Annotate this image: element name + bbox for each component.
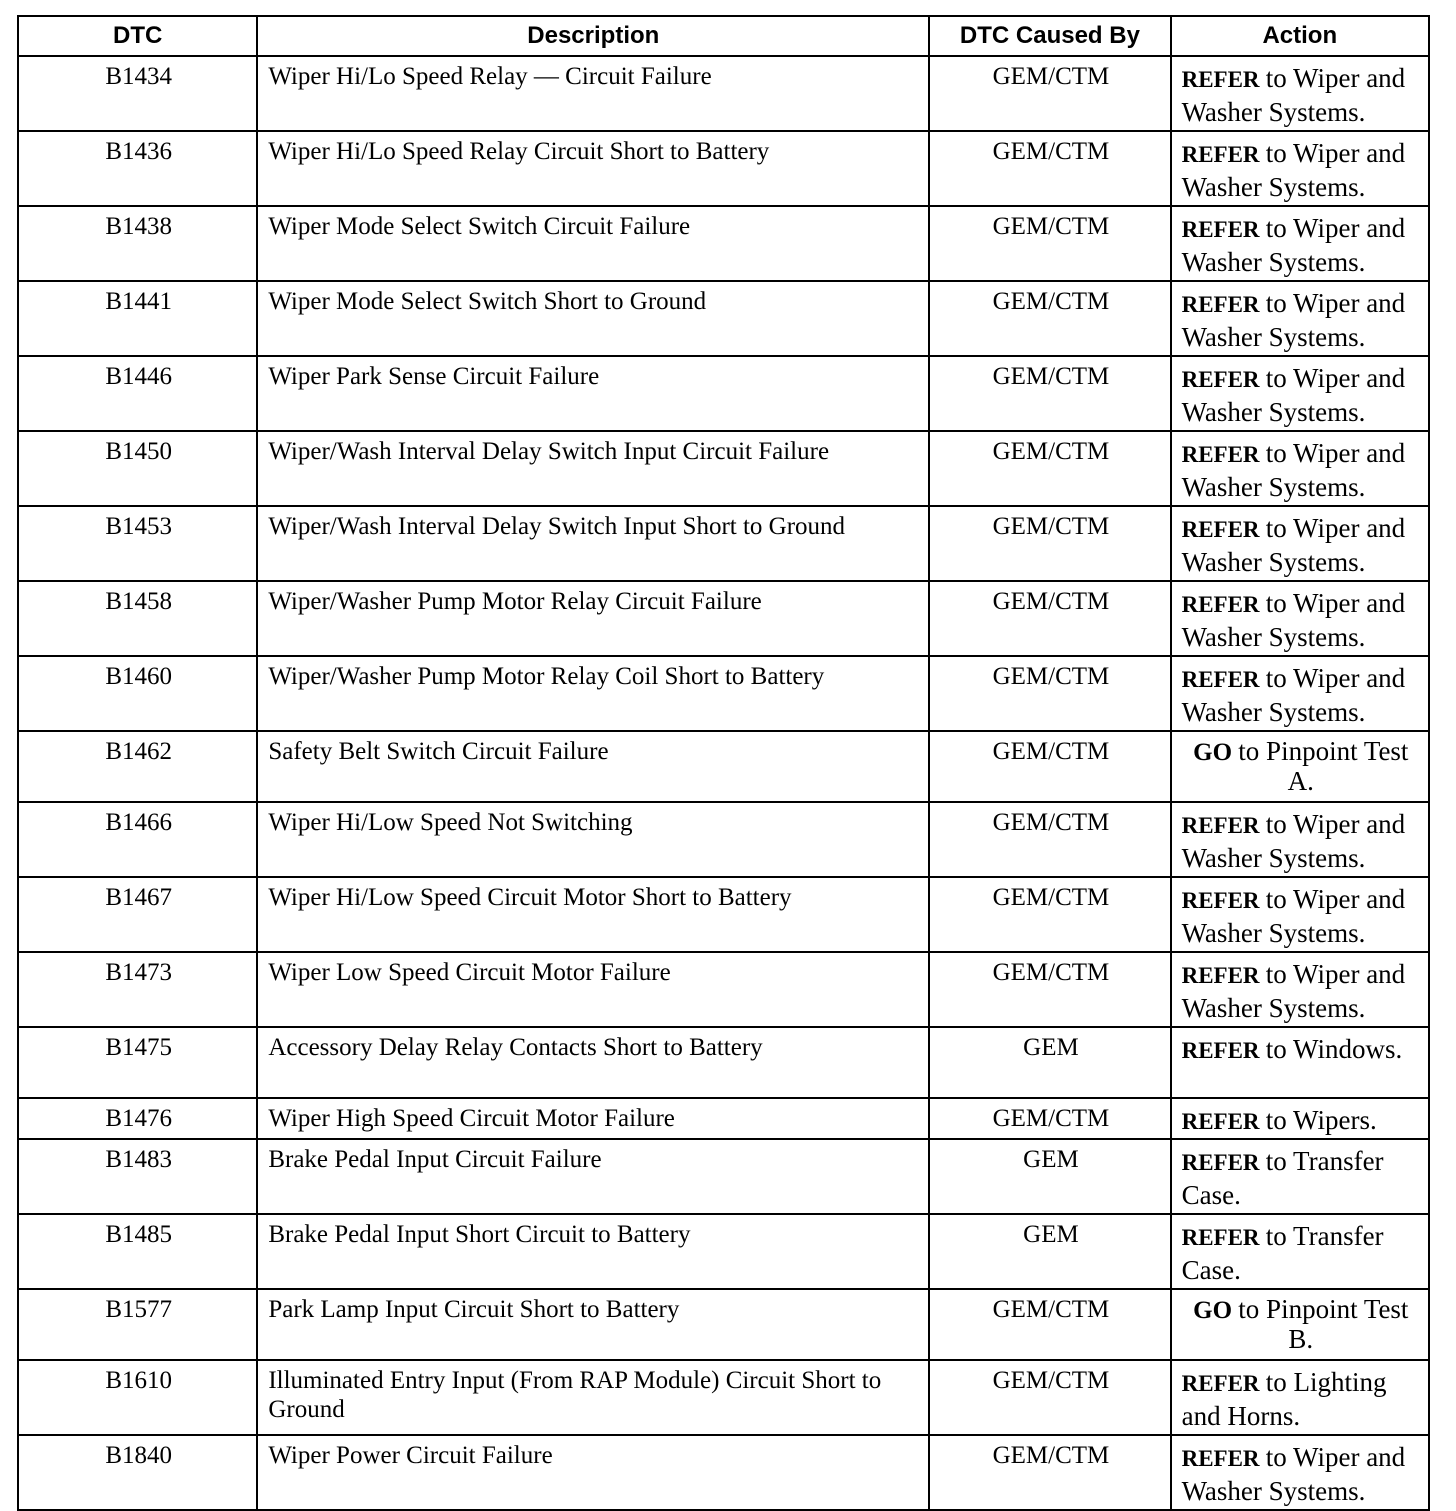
action-target: to Wiper and Washer Systems. [1181, 809, 1406, 873]
action-target: to Transfer Case. [1181, 1146, 1384, 1210]
action-target: to Wiper and Washer Systems. [1181, 138, 1406, 202]
dtc-description: Wiper/Wash Interval Delay Switch Input Circuit Failure [257, 431, 929, 506]
dtc-code: B1458 [18, 581, 257, 656]
dtc-description: Brake Pedal Input Short Circuit to Battery [257, 1214, 929, 1289]
dtc-action [1171, 1360, 1429, 1435]
dtc-description: Wiper/Wash Interval Delay Switch Input Short to Ground [257, 506, 929, 581]
dtc-caused-by: GEM/CTM [929, 281, 1170, 356]
dtc-description: Wiper Hi/Low Speed Not Switching [257, 802, 929, 877]
action-target: to Wiper and Washer Systems. [1181, 363, 1406, 427]
action-text [1182, 437, 1420, 505]
action-text [1182, 883, 1420, 951]
action-text [1182, 1441, 1420, 1509]
dtc-action [1171, 952, 1429, 1027]
action-keyword: REFER [1181, 1109, 1260, 1134]
dtc-description: Wiper Power Circuit Failure [257, 1435, 929, 1510]
table-row [18, 206, 1429, 281]
action-text [1182, 362, 1420, 430]
action-target: to Transfer Case. [1181, 1221, 1384, 1285]
dtc-action [1171, 1139, 1429, 1214]
action-keyword: GO [1193, 1297, 1233, 1324]
action-keyword: REFER [1181, 1446, 1260, 1471]
action-keyword: REFER [1181, 592, 1260, 617]
action-keyword: REFER [1181, 217, 1260, 242]
dtc-code: B1467 [18, 877, 257, 952]
dtc-action [1171, 656, 1429, 731]
header-caused-by: DTC Caused By [929, 16, 1170, 56]
dtc-description: Wiper Low Speed Circuit Motor Failure [257, 952, 929, 1027]
action-keyword: REFER [1181, 1371, 1260, 1396]
dtc-code: B1840 [18, 1435, 257, 1510]
dtc-action [1171, 206, 1429, 281]
action-text [1182, 137, 1420, 205]
action-text [1182, 512, 1420, 580]
action-keyword: REFER [1181, 667, 1260, 692]
header-action: Action [1171, 16, 1429, 56]
header-description: Description [257, 16, 929, 56]
dtc-caused-by: GEM/CTM [929, 431, 1170, 506]
action-text [1182, 662, 1420, 730]
action-target: to Windows. [1265, 1034, 1403, 1064]
dtc-action [1171, 802, 1429, 877]
table-row [18, 356, 1429, 431]
action-target: to Wiper and Washer Systems. [1181, 213, 1406, 277]
dtc-caused-by: GEM/CTM [929, 1360, 1170, 1435]
action-target: to Wiper and Washer Systems. [1181, 959, 1406, 1023]
action-keyword: REFER [1181, 1225, 1260, 1250]
action-text [1182, 1033, 1420, 1067]
dtc-action [1171, 1098, 1429, 1139]
table-row [18, 1435, 1429, 1510]
action-target: to Wiper and Washer Systems. [1181, 663, 1406, 727]
action-keyword: REFER [1181, 888, 1260, 913]
dtc-action [1171, 356, 1429, 431]
dtc-code: B1450 [18, 431, 257, 506]
table-row [18, 1289, 1429, 1360]
dtc-action [1171, 1289, 1429, 1360]
dtc-description: Wiper/Washer Pump Motor Relay Coil Short to Battery [257, 656, 929, 731]
action-target: to Wiper and Washer Systems. [1181, 884, 1406, 948]
action-text [1182, 1145, 1420, 1213]
action-text [1182, 62, 1420, 130]
action-keyword: REFER [1181, 1150, 1260, 1175]
table-body [18, 56, 1429, 1510]
table-header [18, 16, 1429, 56]
action-keyword: REFER [1181, 292, 1260, 317]
action-text [1182, 1295, 1420, 1355]
dtc-code: B1434 [18, 56, 257, 131]
action-target: to Wiper and Washer Systems. [1181, 288, 1406, 352]
dtc-code: B1446 [18, 356, 257, 431]
header-dtc: DTC [18, 16, 257, 56]
dtc-action [1171, 731, 1429, 802]
action-keyword: REFER [1181, 517, 1260, 542]
dtc-action [1171, 506, 1429, 581]
table-row [18, 131, 1429, 206]
dtc-caused-by: GEM [929, 1139, 1170, 1214]
table-row [18, 281, 1429, 356]
table-row [18, 56, 1429, 131]
action-keyword: REFER [1181, 813, 1260, 838]
dtc-description: Wiper Mode Select Switch Circuit Failure [257, 206, 929, 281]
dtc-caused-by: GEM/CTM [929, 506, 1170, 581]
dtc-description: Wiper Hi/Low Speed Circuit Motor Short to Battery [257, 877, 929, 952]
header-row [18, 16, 1429, 56]
dtc-action [1171, 1214, 1429, 1289]
dtc-code: B1436 [18, 131, 257, 206]
dtc-caused-by: GEM/CTM [929, 952, 1170, 1027]
action-text [1182, 1104, 1420, 1138]
dtc-caused-by: GEM/CTM [929, 581, 1170, 656]
action-text [1182, 212, 1420, 280]
table-row [18, 802, 1429, 877]
table-row [18, 731, 1429, 802]
dtc-code: B1473 [18, 952, 257, 1027]
action-target: to Pinpoint Test B. [1238, 1294, 1409, 1354]
dtc-caused-by: GEM/CTM [929, 131, 1170, 206]
dtc-caused-by: GEM/CTM [929, 877, 1170, 952]
dtc-code: B1610 [18, 1360, 257, 1435]
action-text [1182, 737, 1420, 797]
dtc-caused-by: GEM/CTM [929, 1098, 1170, 1139]
dtc-caused-by: GEM/CTM [929, 56, 1170, 131]
dtc-action [1171, 281, 1429, 356]
action-text [1182, 808, 1420, 876]
dtc-action [1171, 877, 1429, 952]
action-keyword: GO [1193, 739, 1233, 766]
dtc-description: Wiper High Speed Circuit Motor Failure [257, 1098, 929, 1139]
dtc-code: B1462 [18, 731, 257, 802]
dtc-description: Brake Pedal Input Circuit Failure [257, 1139, 929, 1214]
dtc-description: Wiper Hi/Lo Speed Relay Circuit Short to Battery [257, 131, 929, 206]
action-text [1182, 287, 1420, 355]
action-target: to Wiper and Washer Systems. [1181, 1442, 1406, 1506]
action-target: to Pinpoint Test A. [1238, 736, 1409, 796]
dtc-code: B1466 [18, 802, 257, 877]
dtc-code: B1577 [18, 1289, 257, 1360]
dtc-caused-by: GEM [929, 1027, 1170, 1098]
dtc-description: Illuminated Entry Input (From RAP Module) Circuit Short to Ground [257, 1360, 929, 1435]
dtc-description: Wiper Hi/Lo Speed Relay — Circuit Failure [257, 56, 929, 131]
table-row [18, 877, 1429, 952]
action-keyword: REFER [1181, 1038, 1260, 1063]
action-target: to Wiper and Washer Systems. [1181, 63, 1406, 127]
dtc-caused-by: GEM/CTM [929, 802, 1170, 877]
dtc-caused-by: GEM/CTM [929, 356, 1170, 431]
dtc-description: Accessory Delay Relay Contacts Short to Battery [257, 1027, 929, 1098]
dtc-action [1171, 431, 1429, 506]
dtc-description: Wiper Mode Select Switch Short to Ground [257, 281, 929, 356]
action-text [1182, 587, 1420, 655]
dtc-caused-by: GEM [929, 1214, 1170, 1289]
table-row [18, 656, 1429, 731]
action-keyword: REFER [1181, 367, 1260, 392]
dtc-caused-by: GEM/CTM [929, 731, 1170, 802]
dtc-caused-by: GEM/CTM [929, 1435, 1170, 1510]
action-target: to Lighting and Horns. [1181, 1367, 1387, 1431]
dtc-caused-by: GEM/CTM [929, 206, 1170, 281]
action-target: to Wiper and Washer Systems. [1181, 438, 1406, 502]
table-row [18, 952, 1429, 1027]
action-text [1182, 958, 1420, 1026]
table-row [18, 1139, 1429, 1214]
dtc-action [1171, 131, 1429, 206]
action-keyword: REFER [1181, 442, 1260, 467]
dtc-description: Wiper Park Sense Circuit Failure [257, 356, 929, 431]
dtc-code: B1438 [18, 206, 257, 281]
dtc-description: Wiper/Washer Pump Motor Relay Circuit Failure [257, 581, 929, 656]
dtc-caused-by: GEM/CTM [929, 656, 1170, 731]
action-keyword: REFER [1181, 963, 1260, 988]
action-target: to Wipers. [1265, 1105, 1377, 1135]
dtc-code: B1453 [18, 506, 257, 581]
action-keyword: REFER [1181, 142, 1260, 167]
table-row [18, 1214, 1429, 1289]
action-text [1182, 1220, 1420, 1288]
dtc-action [1171, 581, 1429, 656]
table-row [18, 506, 1429, 581]
table-row [18, 581, 1429, 656]
dtc-code: B1483 [18, 1139, 257, 1214]
dtc-action [1171, 56, 1429, 131]
table-row [18, 431, 1429, 506]
dtc-code: B1485 [18, 1214, 257, 1289]
dtc-description: Safety Belt Switch Circuit Failure [257, 731, 929, 802]
action-target: to Wiper and Washer Systems. [1181, 588, 1406, 652]
dtc-action [1171, 1435, 1429, 1510]
action-target: to Wiper and Washer Systems. [1181, 513, 1406, 577]
table-row [18, 1360, 1429, 1435]
dtc-code: B1460 [18, 656, 257, 731]
dtc-code: B1475 [18, 1027, 257, 1098]
table-row [18, 1027, 1429, 1098]
dtc-table [17, 15, 1430, 1511]
action-keyword: REFER [1181, 67, 1260, 92]
dtc-code: B1441 [18, 281, 257, 356]
action-text [1182, 1366, 1420, 1434]
dtc-description: Park Lamp Input Circuit Short to Battery [257, 1289, 929, 1360]
table-row [18, 1098, 1429, 1139]
dtc-action [1171, 1027, 1429, 1098]
dtc-code: B1476 [18, 1098, 257, 1139]
dtc-caused-by: GEM/CTM [929, 1289, 1170, 1360]
